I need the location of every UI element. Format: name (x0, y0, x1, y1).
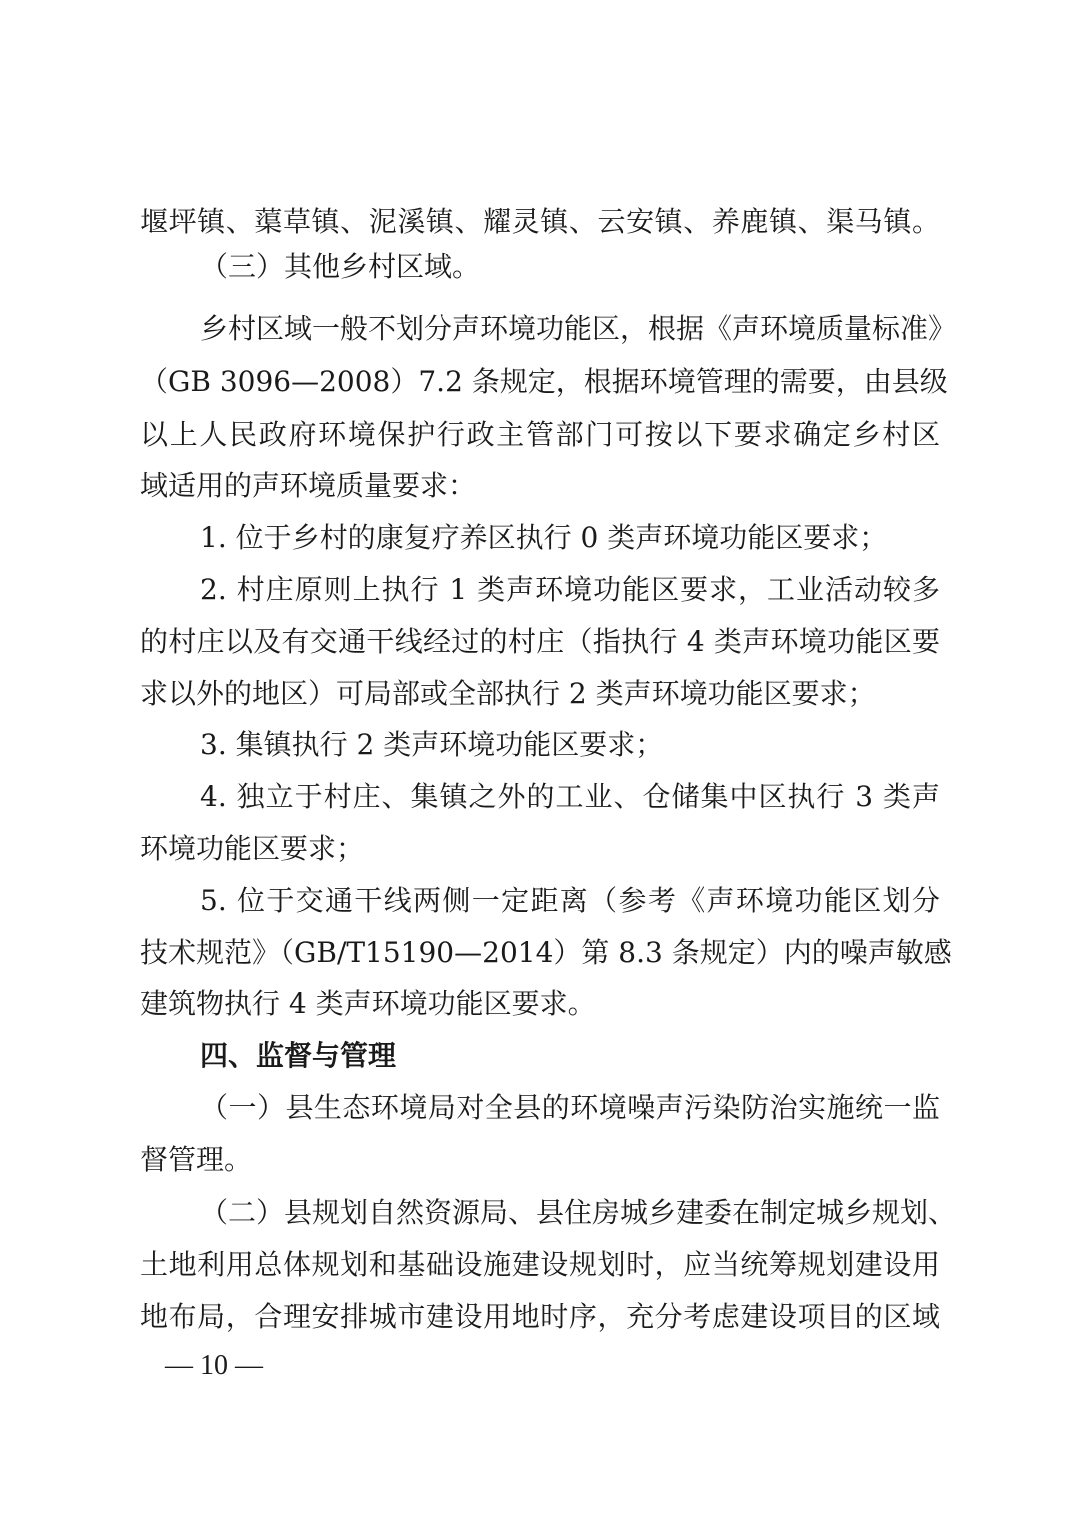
section-heading-supervision: 四、监督与管理 (200, 1039, 397, 1072)
text-line: 土地利用总体规划和基础设施建设规划时，应当统筹规划建设用 (140, 1248, 940, 1281)
list-item-4: 4. 独立于村庄、集镇之外的工业、仓储集中区执行 3 类声 (200, 780, 940, 813)
text-line: 的村庄以及有交通干线经过的村庄（指执行 4 类声环境功能区要 (140, 625, 940, 658)
text-line: 域适用的声环境质量要求： (140, 469, 477, 502)
page-number: — 10 — (165, 1350, 263, 1381)
text-line: （一）县生态环境局对全县的环境噪声污染防治实施统一监 (200, 1091, 940, 1124)
text-line: （二）县规划自然资源局、县住房城乡建委在制定城乡规划、 (200, 1196, 957, 1229)
text-line: 地布局，合理安排城市建设用地时序，充分考虑建设项目的区域 (140, 1300, 940, 1333)
text-line: 堰坪镇、蕖草镇、泥溪镇、耀灵镇、云安镇、养鹿镇、渠马镇。 (140, 205, 940, 238)
text-line: 环境功能区要求； (140, 832, 365, 865)
text-line: 技术规范》（GB/T15190—2014）第 8.3 条规定）内的噪声敏感 (140, 936, 952, 969)
section-heading-rural: （三）其他乡村区域。 (200, 250, 481, 283)
text-line: 乡村区域一般不划分声环境功能区，根据《声环境质量标准》 (200, 312, 957, 345)
text-line: 以上人民政府环境保护行政主管部门可按以下要求确定乡村区 (140, 418, 940, 451)
list-item-1: 1. 位于乡村的康复疗养区执行 0 类声环境功能区要求； (200, 521, 888, 554)
text-line: （GB 3096—2008）7.2 条规定，根据环境管理的需要，由县级 (140, 365, 948, 398)
list-item-3: 3. 集镇执行 2 类声环境功能区要求； (200, 728, 664, 761)
list-item-5: 5. 位于交通干线两侧一定距离（参考《声环境功能区划分 (200, 884, 940, 917)
text-line: 督管理。 (140, 1143, 253, 1176)
list-item-2: 2. 村庄原则上执行 1 类声环境功能区要求，工业活动较多 (200, 573, 940, 606)
text-line: 建筑物执行 4 类声环境功能区要求。 (140, 987, 596, 1020)
text-line: 求以外的地区）可局部或全部执行 2 类声环境功能区要求； (140, 677, 876, 710)
